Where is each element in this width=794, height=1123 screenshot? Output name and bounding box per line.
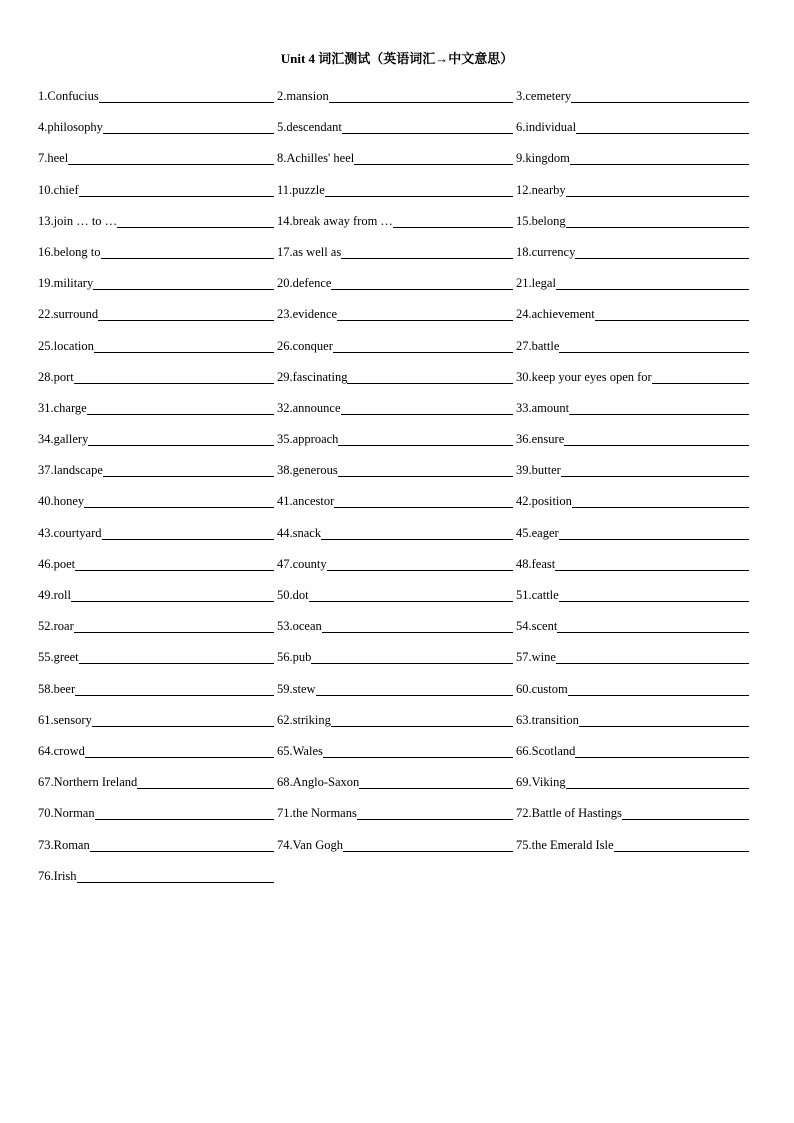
vocab-list [38,86,748,897]
vocab-item [38,866,274,884]
answer-blank[interactable] [337,319,513,321]
vocab-term: 57.wine [516,650,556,665]
answer-blank[interactable] [322,631,513,633]
vocab-term: 23.evidence [277,307,338,322]
answer-blank[interactable] [568,694,749,696]
vocab-term: 11.puzzle [277,182,325,197]
vocab-item [277,398,513,416]
answer-blank[interactable] [329,101,513,103]
answer-blank[interactable] [579,725,749,727]
answer-blank[interactable] [652,382,749,384]
vocab-item [516,86,749,104]
vocab-term: 7.heel [38,151,69,166]
vocab-item [277,772,513,790]
answer-blank[interactable] [325,195,513,197]
vocab-item [38,523,274,541]
vocab-item [38,398,274,416]
answer-blank[interactable] [559,538,749,540]
answer-blank[interactable] [555,569,749,571]
vocab-term: 29.fascinating [277,369,348,384]
vocab-item [38,429,274,447]
vocab-term: 65.Wales [277,743,323,758]
vocab-term: 41.ancestor [277,494,335,509]
answer-blank[interactable] [103,132,274,134]
vocab-item [277,741,513,759]
answer-blank[interactable] [94,351,274,353]
answer-blank[interactable] [566,195,749,197]
vocab-item [516,679,749,697]
vocab-item [516,398,749,416]
vocab-term: 45.eager [516,525,559,540]
vocab-item [38,772,274,790]
vocab-term: 64.crowd [38,743,85,758]
answer-blank[interactable] [334,506,513,508]
vocab-item [516,710,749,728]
vocab-item [516,523,749,541]
vocab-item [516,180,749,198]
vocab-term: 70.Norman [38,806,95,821]
vocab-item [277,117,513,135]
answer-blank[interactable] [359,787,513,789]
answer-blank[interactable] [84,506,274,508]
answer-blank[interactable] [569,413,749,415]
answer-blank[interactable] [79,195,274,197]
answer-blank[interactable] [354,163,513,165]
answer-blank[interactable] [571,101,749,103]
vocab-item [277,710,513,728]
vocab-term: 61.sensory [38,712,92,727]
vocab-term: 3.cemetery [516,89,572,103]
vocab-item [516,148,749,166]
vocab-term: 40.honey [38,494,85,509]
vocab-term: 30.keep your eyes open for [516,369,652,384]
answer-blank[interactable] [556,288,749,290]
vocab-item [516,491,749,509]
vocab-term: 25.location [38,338,94,353]
vocab-item [38,86,274,104]
vocab-term: 6.individual [516,120,577,135]
vocab-item [516,460,749,478]
answer-blank[interactable] [333,351,513,353]
vocab-term: 68.Anglo-Saxon [277,775,360,790]
answer-blank[interactable] [71,600,274,602]
answer-blank[interactable] [343,850,513,852]
vocab-term: 53.ocean [277,619,322,634]
vocab-term: 2.mansion [277,89,329,103]
vocab-item [277,460,513,478]
answer-blank[interactable] [595,319,749,321]
vocab-term: 74.Van Gogh [277,837,343,852]
vocab-item [38,273,274,291]
answer-blank[interactable] [323,756,513,758]
vocab-item [277,273,513,291]
vocab-term: 13.join … to … [38,213,118,228]
vocab-item [277,86,513,104]
answer-blank[interactable] [74,382,274,384]
vocab-item [277,211,513,229]
answer-blank[interactable] [68,163,274,165]
answer-blank[interactable] [79,662,274,664]
vocab-term: 18.currency [516,244,576,259]
vocab-term: 32.announce [277,400,341,415]
vocab-item [516,585,749,603]
vocab-item [277,180,513,198]
vocab-item [516,117,749,135]
vocab-item [516,273,749,291]
vocab-item [277,148,513,166]
answer-blank[interactable] [99,101,274,103]
answer-blank[interactable] [556,662,749,664]
answer-blank[interactable] [316,694,513,696]
answer-blank[interactable] [393,226,513,228]
vocab-item [516,647,749,665]
vocab-item [38,554,274,572]
vocab-term: 47.county [277,556,327,571]
vocab-term: 55.greet [38,650,79,665]
vocab-term: 1.Confucius [38,89,99,103]
vocab-item [516,367,749,385]
vocab-item [277,835,513,853]
vocab-item [277,554,513,572]
answer-blank[interactable] [93,288,274,290]
vocab-term: 22.surround [38,307,99,322]
answer-blank[interactable] [101,257,275,259]
answer-blank[interactable] [557,631,749,633]
answer-blank[interactable] [347,382,513,384]
vocab-item [277,242,513,260]
vocab-item [38,336,274,354]
answer-blank[interactable] [95,818,274,820]
vocab-term: 50.dot [277,588,309,602]
answer-blank[interactable] [566,787,749,789]
answer-blank[interactable] [341,413,513,415]
answer-blank[interactable] [622,818,749,820]
vocab-term: 20.defence [277,276,332,291]
vocab-term: 35.approach [277,432,339,447]
vocab-term: 33.amount [516,400,570,415]
vocab-term: 67.Northern Ireland [38,775,138,790]
answer-blank[interactable] [102,538,274,540]
vocab-item [38,616,274,634]
vocab-term: 16.belong to [38,244,101,259]
answer-blank[interactable] [559,351,749,353]
vocab-item [277,523,513,541]
vocab-term: 72.Battle of Hastings [516,806,622,821]
vocab-item [38,180,274,198]
vocab-item [38,242,274,260]
vocab-item [277,803,513,821]
vocab-item [516,803,749,821]
answer-blank[interactable] [87,413,274,415]
vocab-item [516,429,749,447]
vocab-item [38,460,274,478]
vocab-item [38,803,274,821]
answer-blank[interactable] [566,226,749,228]
vocab-item [38,211,274,229]
vocab-term: 19.military [38,276,94,291]
answer-blank[interactable] [75,694,274,696]
vocab-term: 5.descendant [277,120,342,135]
vocab-term: 21.legal [516,276,556,291]
vocab-term: 62.striking [277,712,331,727]
vocab-item [38,835,274,853]
vocab-term: 59.stew [277,681,316,696]
answer-blank[interactable] [331,288,513,290]
vocab-term: 12.nearby [516,182,566,197]
vocab-item [516,741,749,759]
vocab-term: 44.snack [277,525,322,540]
vocab-term: 76.Irish [38,868,77,883]
vocab-term: 36.ensure [516,432,565,447]
answer-blank[interactable] [117,226,274,228]
vocab-item [38,304,274,322]
answer-blank[interactable] [98,319,274,321]
answer-blank[interactable] [309,600,513,602]
vocab-term: 10.chief [38,182,79,197]
vocab-term: 4.philosophy [38,120,103,135]
answer-blank[interactable] [75,569,274,571]
answer-blank[interactable] [341,257,513,259]
vocab-item [516,616,749,634]
vocab-item [38,710,274,728]
answer-blank[interactable] [614,850,749,852]
vocab-item [277,429,513,447]
vocab-term: 14.break away from … [277,213,393,228]
answer-blank[interactable] [331,725,513,727]
vocab-term: 31.charge [38,400,87,415]
answer-blank[interactable] [570,163,749,165]
answer-blank[interactable] [564,444,749,446]
vocab-term: 39.butter [516,463,561,478]
vocab-term: 24.achievement [516,307,595,322]
answer-blank[interactable] [92,725,274,727]
vocab-term: 15.belong [516,213,566,228]
vocab-item [516,554,749,572]
vocab-term: 37.landscape [38,463,103,478]
answer-blank[interactable] [77,881,274,883]
vocab-term: 8.Achilles' heel [277,151,355,166]
vocab-item [516,336,749,354]
vocab-item [277,679,513,697]
vocab-item [277,336,513,354]
vocab-term: 49.roll [38,588,71,602]
answer-blank[interactable] [311,662,513,664]
vocab-item [277,367,513,385]
vocab-term: 51.cattle [516,588,559,602]
vocab-term: 73.Roman [38,837,90,852]
vocab-item [277,304,513,322]
vocab-term: 63.transition [516,712,579,727]
vocab-item [516,242,749,260]
vocab-item [38,647,274,665]
vocab-term: 34.gallery [38,432,89,447]
answer-blank[interactable] [561,475,749,477]
vocab-item [38,367,274,385]
vocab-term: 38.generous [277,463,338,478]
answer-blank[interactable] [321,538,513,540]
vocab-term: 48.feast [516,556,556,571]
answer-blank[interactable] [575,756,749,758]
vocab-term: 26.conquer [277,338,333,353]
vocab-item [277,585,513,603]
vocab-item [38,679,274,697]
vocab-item [516,835,749,853]
vocab-item [38,741,274,759]
answer-blank[interactable] [357,818,513,820]
vocab-item [516,211,749,229]
answer-blank[interactable] [576,132,749,134]
vocab-item [277,647,513,665]
vocab-term: 71.the Normans [277,806,357,821]
vocab-item [38,585,274,603]
answer-blank[interactable] [342,132,513,134]
vocab-term: 28.port [38,369,74,384]
answer-blank[interactable] [85,756,274,758]
vocab-term: 60.custom [516,681,568,696]
vocab-term: 46.poet [38,556,76,571]
answer-blank[interactable] [103,475,274,477]
answer-blank[interactable] [559,600,749,602]
vocab-term: 9.kingdom [516,151,570,166]
answer-blank[interactable] [327,569,513,571]
vocab-term: 75.the Emerald Isle [516,837,614,852]
vocab-item [38,491,274,509]
vocab-item [38,117,274,135]
vocab-item [516,772,749,790]
vocab-item [277,616,513,634]
vocab-term: 66.Scotland [516,743,576,758]
vocab-term: 52.roar [38,619,74,634]
vocab-item [38,148,274,166]
vocab-term: 17.as well as [277,244,342,259]
answer-blank[interactable] [338,475,513,477]
vocab-item [277,491,513,509]
vocab-term: 42.position [516,494,572,509]
answer-blank[interactable] [90,850,274,852]
vocab-term: 58.beer [38,681,76,696]
vocab-term: 43.courtyard [38,525,102,540]
answer-blank[interactable] [137,787,274,789]
answer-blank[interactable] [74,631,274,633]
vocab-item [516,304,749,322]
answer-blank[interactable] [88,444,274,446]
answer-blank[interactable] [572,506,749,508]
answer-blank[interactable] [338,444,513,446]
vocab-term: 69.Viking [516,775,566,790]
vocab-term: 27.battle [516,338,560,353]
vocab-term: 54.scent [516,619,558,634]
page-title: Unit 4 词汇测试（英语词汇→中文意思） [280,51,514,66]
vocab-term: 56.pub [277,650,312,665]
answer-blank[interactable] [575,257,749,259]
